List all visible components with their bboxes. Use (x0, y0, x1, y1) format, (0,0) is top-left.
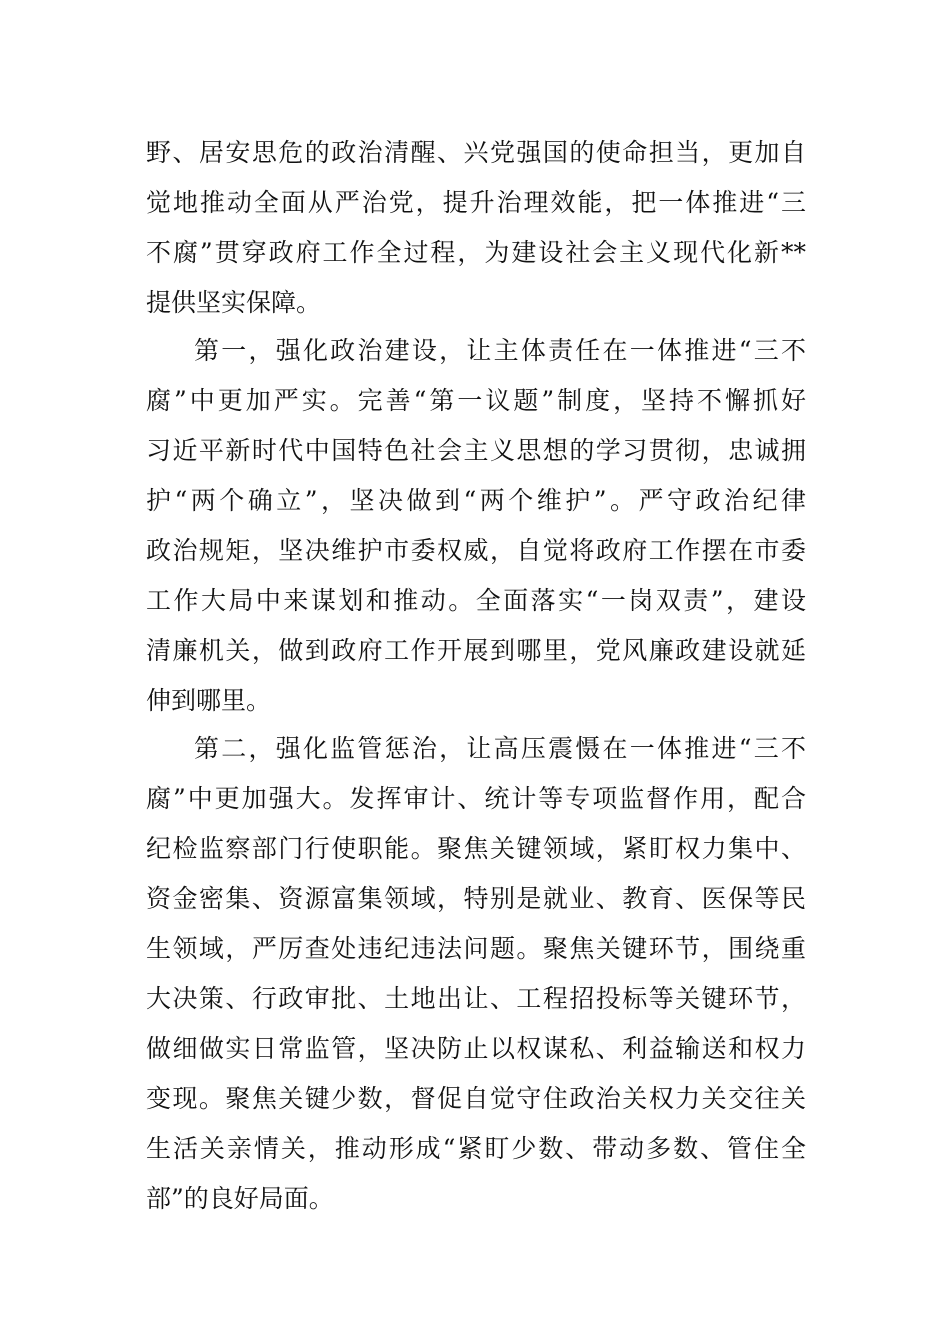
text-line: 做细做实日常监管，坚决防止以权谋私、利益输送和权力 (146, 1034, 806, 1063)
text-line: 变现。聚焦关键少数，督促自觉守住政治关权力关交往关 (146, 1084, 806, 1113)
text-line: 纪检监察部门行使职能。聚焦关键领域，紧盯权力集中、 (146, 834, 806, 863)
text-line: 清廉机关，做到政府工作开展到哪里，党风廉政建设就延 (146, 636, 806, 665)
text-line: 第二，强化监管惩治，让高压震慑在一体推进“三不 (194, 734, 806, 763)
text-line: 习近平新时代中国特色社会主义思想的学习贯彻，忠诚拥 (146, 436, 806, 465)
text-line: 工作大局中来谋划和推动。全面落实“一岗双责”，建设 (146, 586, 806, 615)
text-line: 资金密集、资源富集领域，特别是就业、教育、医保等民 (146, 884, 806, 913)
text-line: 野、居安思危的政治清醒、兴党强国的使命担当，更加自 (146, 138, 806, 167)
text-line: 大决策、行政审批、土地出让、工程招投标等关键环节， (146, 984, 806, 1013)
text-line: 生活关亲情关，推动形成“紧盯少数、带动多数、管住全 (146, 1134, 806, 1163)
text-line: 腐”中更加强大。发挥审计、统计等专项监督作用，配合 (146, 784, 806, 813)
text-line: 觉地推动全面从严治党，提升治理效能，把一体推进“三 (146, 188, 806, 217)
text-line: 不腐”贯穿政府工作全过程，为建设社会主义现代化新** (146, 238, 806, 267)
text-line: 政治规矩，坚决维护市委权威，自觉将政府工作摆在市委 (146, 536, 806, 565)
text-line: 生领域，严厉查处违纪违法问题。聚焦关键环节，围绕重 (146, 934, 806, 963)
text-line: 腐”中更加严实。完善“第一议题”制度，坚持不懈抓好 (146, 386, 806, 415)
text-line: 部”的良好局面。 (146, 1184, 334, 1213)
text-line: 提供坚实保障。 (146, 288, 322, 317)
text-line: 第一，强化政治建设，让主体责任在一体推进“三不 (194, 336, 806, 365)
text-line: 护“两个确立”，坚决做到“两个维护”。严守政治纪律 (146, 486, 806, 515)
text-line: 伸到哪里。 (146, 686, 272, 715)
